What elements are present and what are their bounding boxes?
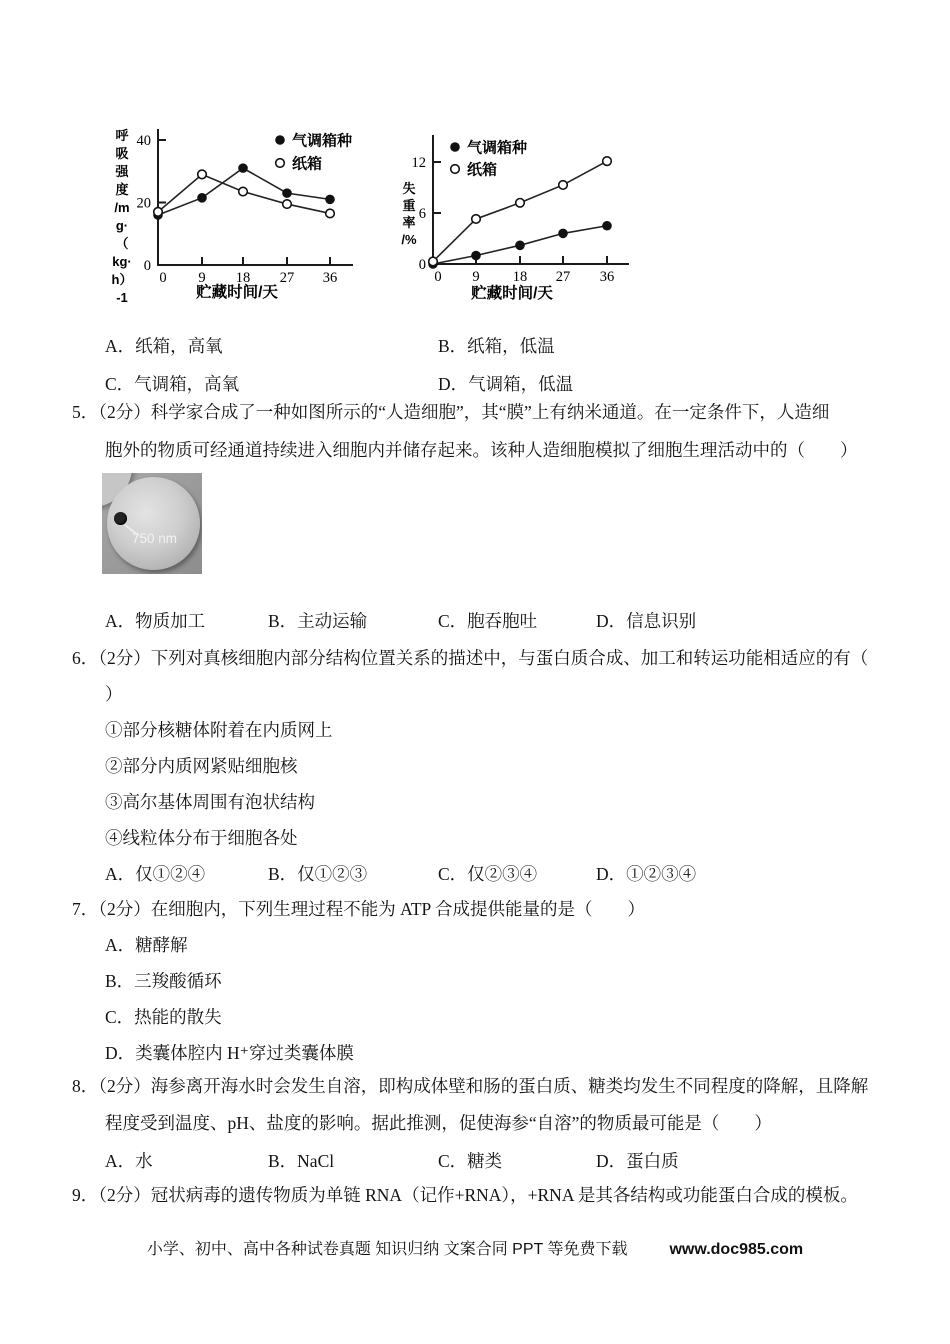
q6-option-a: A．仅①②④ [105,864,206,884]
svg-text:度: 度 [115,182,129,197]
q8-option-c: C．糖类 [438,1151,503,1171]
svg-text:0: 0 [434,269,442,285]
svg-text:6: 6 [418,206,426,222]
svg-text:g·: g· [115,218,129,233]
svg-text:18: 18 [512,269,528,285]
svg-text:12: 12 [411,155,426,171]
svg-text:9: 9 [472,269,480,285]
q8-stem-line-1: 8．（2分）海参离开海水时会发生自溶，即构成体壁和肠的蛋白质、糖类均发生不同程度的降解，且降解 [72,1076,869,1096]
question-7-options [105,927,354,1071]
q6-options [105,856,845,894]
scale-label: 750 nm [132,531,178,546]
weight-loss-rate-chart [393,116,663,316]
respiration-rate-chart [98,116,398,316]
q4-option-d: D．气调箱，低温 [438,374,574,394]
svg-text:27: 27 [555,269,571,285]
question-7-stem [72,891,645,927]
q8-option-d: D．蛋白质 [596,1151,679,1171]
svg-text:/m: /m [114,200,130,215]
svg-text:贮藏时间/天: 贮藏时间/天 [196,284,278,301]
q4-options [105,327,845,403]
q8-option-b: B．NaCl [268,1151,335,1171]
svg-text:0: 0 [159,270,167,286]
q6-item-4: ④线粒体分布于细胞各处 [105,828,298,848]
q6-option-b: B．仅①②③ [268,864,368,884]
question-8-stem [72,1068,868,1142]
q6-option-d: D．①②③④ [596,864,697,884]
svg-text:0: 0 [143,258,151,274]
footer-site-url: www.doc985.com [669,1241,804,1258]
q7-option-d: D．类囊体腔内 H⁺穿过类囊体膜 [105,1043,354,1063]
q7-option-b: B．三羧酸循环 [105,971,222,991]
svg-text:重: 重 [402,198,416,213]
q4-option-a: A．纸箱，高氧 [105,336,223,356]
q5-option-a: A．物质加工 [105,611,206,631]
q5-option-b: B．主动运输 [268,611,368,631]
q4-option-c: C．气调箱，高氧 [105,374,240,394]
question-9-stem [72,1177,858,1213]
svg-text:kg·: kg· [112,254,132,269]
q5-options [105,602,845,640]
q5-stem-line-1: 5．（2分）科学家合成了一种如图所示的“人造细胞”，其“膜”上有纳米通道。在一定条件下，人造细 [72,402,830,422]
q7-stem: 7．（2分）在细胞内，下列生理过程不能为 ATP 合成提供能量的是（ ） [72,899,645,919]
svg-text:失: 失 [402,181,416,196]
q6-stem-line-2: ） [105,684,123,704]
svg-text:气调箱种: 气调箱种 [467,139,528,157]
svg-text:（: （ [115,236,129,251]
svg-text:36: 36 [599,269,615,285]
page-footer [0,1237,950,1263]
q5-option-c: C．胞吞胞吐 [438,611,538,631]
q9-stem: 9．（2分）冠状病毒的遗传物质为单链 RNA（记作+RNA），+RNA 是其各结构或功能蛋白合成的模板。 [72,1185,858,1205]
q6-item-3: ③高尔基体周围有泡状结构 [105,792,315,812]
svg-text:0: 0 [418,257,426,273]
svg-text:9: 9 [198,270,206,286]
svg-text:20: 20 [136,195,151,212]
svg-text:纸箱: 纸箱 [292,155,323,173]
svg-text:h）: h） [111,272,133,287]
svg-text:气调箱种: 气调箱种 [292,132,353,150]
svg-text:-1: -1 [116,290,128,305]
q5-option-d: D．信息识别 [596,611,697,631]
q4-option-b: B．纸箱，低温 [438,336,555,356]
question-5-stem [72,393,858,469]
q6-item-1: ①部分核糖体附着在内质网上 [105,720,333,740]
svg-text:率: 率 [402,215,416,230]
question-6-items [105,712,333,856]
svg-text:贮藏时间/天: 贮藏时间/天 [471,285,553,302]
svg-text:36: 36 [322,270,338,286]
svg-text:18: 18 [235,270,251,286]
footer-text: 小学、初中、高中各种试卷真题 知识归纳 文案合同 PPT 等免费下载 [146,1241,628,1258]
svg-text:纸箱: 纸箱 [467,161,498,179]
svg-text:强: 强 [115,164,129,179]
q6-stem-line-1: 6．（2分）下列对真核细胞内部分结构位置关系的描述中，与蛋白质合成、加工和转运功能相适应的有（ [72,648,869,668]
q8-stem-line-2: 程度受到温度、pH、盐度的影响。据此推测，促使海参“自溶”的物质最可能是（ ） [105,1113,772,1133]
svg-text:吸: 吸 [115,146,129,161]
svg-text:/%: /% [401,232,417,247]
q7-option-a: A．糖酵解 [105,935,188,955]
q7-option-c: C．热能的散失 [105,1007,222,1027]
svg-text:40: 40 [136,133,151,149]
q8-option-a: A．水 [105,1151,153,1171]
artificial-cell-micrograph [102,473,202,574]
q5-stem-line-2: 胞外的物质可经通道持续进入细胞内并储存起来。该种人造细胞模拟了细胞生理活动中的（ ） [105,440,858,460]
q6-item-2: ②部分内质网紧贴细胞核 [105,756,298,776]
q6-option-c: C．仅②③④ [438,864,538,884]
svg-text:呼: 呼 [115,128,129,143]
question-6-stem [72,640,868,712]
svg-text:27: 27 [279,270,295,286]
q8-options [105,1142,845,1180]
